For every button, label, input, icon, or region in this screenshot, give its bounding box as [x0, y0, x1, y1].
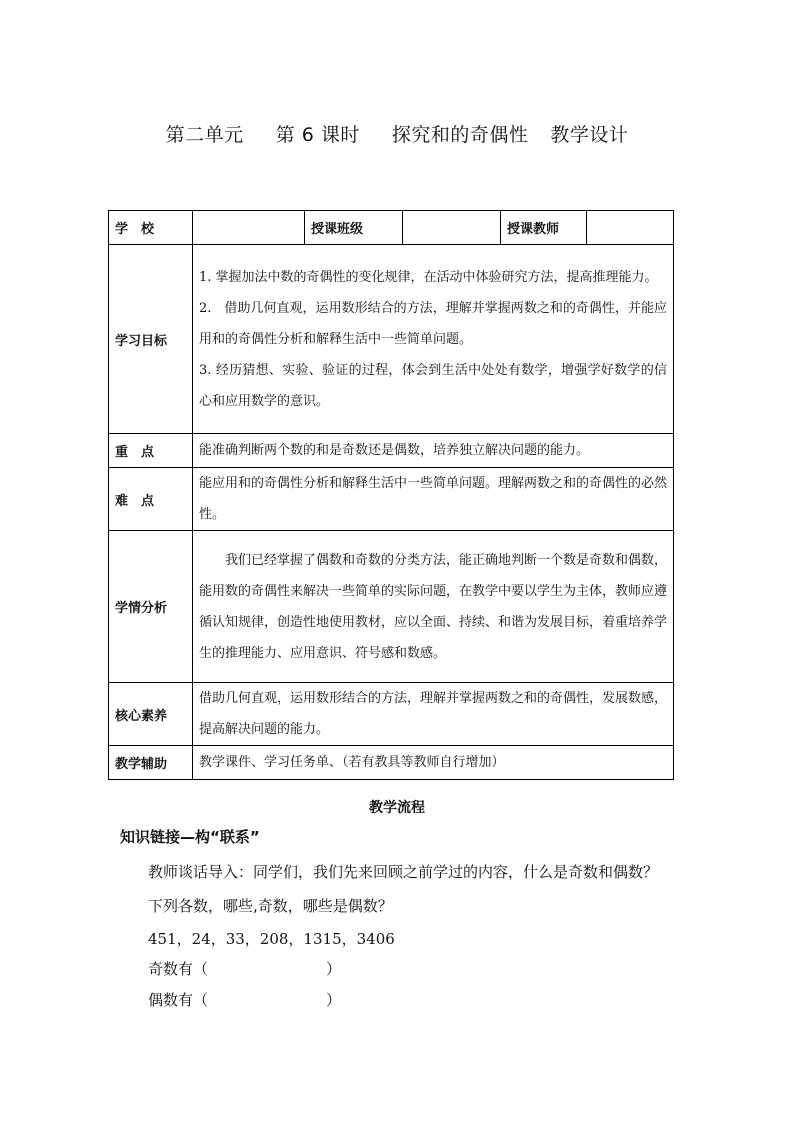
teacher-value: [587, 211, 674, 245]
goal-item-3: 3. 经历猜想、实验、验证的过程，体会到生活中处处有数学，增强学好数学的信心和应用数学的意识。: [199, 362, 667, 409]
aids-text: 教学课件、学习任务单、（若有教具等教师自行增加）: [193, 746, 674, 780]
title-lesson: 第 6 课时: [275, 124, 360, 146]
lesson-plan-table: [108, 210, 674, 780]
key-point-text: 能准确判断两个数的和是奇数还是偶数，培养独立解决问题的能力。: [193, 434, 674, 468]
goals-label: 学习目标: [109, 245, 193, 434]
document-title: [0, 120, 794, 147]
difficulty-row: [109, 468, 674, 531]
analysis-text: 我们已经掌握了偶数和奇数的分类方法，能正确地判断一个数是奇数和偶数，能用数的奇偶性来解决一些简单的实际问题，在教学中要以学生为主体，教师应遵循认知规律，创造性地使用教材，应以全面、持续、和谐为发展目标，着重培养学生的推理能力、应用意识、符号感和数感。: [193, 531, 674, 683]
question-text: 下列各数，哪些,奇数，哪些是偶数？: [148, 897, 393, 915]
literacy-row: [109, 683, 674, 746]
school-label: 学 校: [109, 211, 193, 245]
odd-close-paren: ）: [326, 960, 342, 978]
even-close-paren: ）: [326, 991, 342, 1009]
goal-item-2: 2. 借助几何直观，运用数形结合的方法，理解并掌握两数之和的奇偶性，并能应用和的奇偶性分析和解释生活中一些简单问题。: [199, 300, 667, 347]
literacy-label: 核心素养: [109, 683, 193, 746]
odd-prompt: 奇数有（: [148, 960, 209, 978]
goals-row: [109, 245, 674, 434]
class-value: [403, 211, 501, 245]
flow-title: 教学流程: [369, 800, 425, 816]
goals-content: [193, 245, 674, 434]
header-row: [109, 211, 674, 245]
literacy-text: 借助几何直观，运用数形结合的方法，理解并掌握两数之和的奇偶性，发展数感，提高解决问题的能力。: [193, 683, 674, 746]
key-point-label: 重 点: [109, 434, 193, 468]
odd-answer-line: [148, 958, 341, 979]
key-point-row: [109, 434, 674, 468]
even-answer-line: [148, 989, 341, 1010]
title-topic: 探究和的奇偶性: [391, 124, 529, 146]
aids-label: 教学辅助: [109, 746, 193, 780]
difficulty-label: 难 点: [109, 468, 193, 531]
teacher-label: 授课教师: [501, 211, 587, 245]
number-list: 451，24，33，208，1315，3406: [148, 930, 395, 948]
aids-row: [109, 746, 674, 780]
goal-item-1: 1. 掌握加法中数的奇偶性的变化规律，在活动中体验研究方法，提高推理能力。: [199, 269, 658, 285]
school-value: [193, 211, 305, 245]
even-prompt: 偶数有（: [148, 991, 209, 1009]
title-kind: 教学设计: [550, 124, 629, 146]
analysis-label: 学情分析: [109, 531, 193, 683]
title-unit: 第二单元: [165, 124, 244, 146]
section-heading: 知识链接—构“联系”: [120, 828, 260, 846]
difficulty-text: 能应用和的奇偶性分析和解释生活中一些简单问题。理解两数之和的奇偶性的必然性。: [193, 468, 674, 531]
intro-text: 教师谈话导入：同学们，我们先来回顾之前学过的内容，什么是奇数和偶数？: [148, 863, 659, 881]
class-label: 授课班级: [305, 211, 403, 245]
analysis-row: [109, 531, 674, 683]
